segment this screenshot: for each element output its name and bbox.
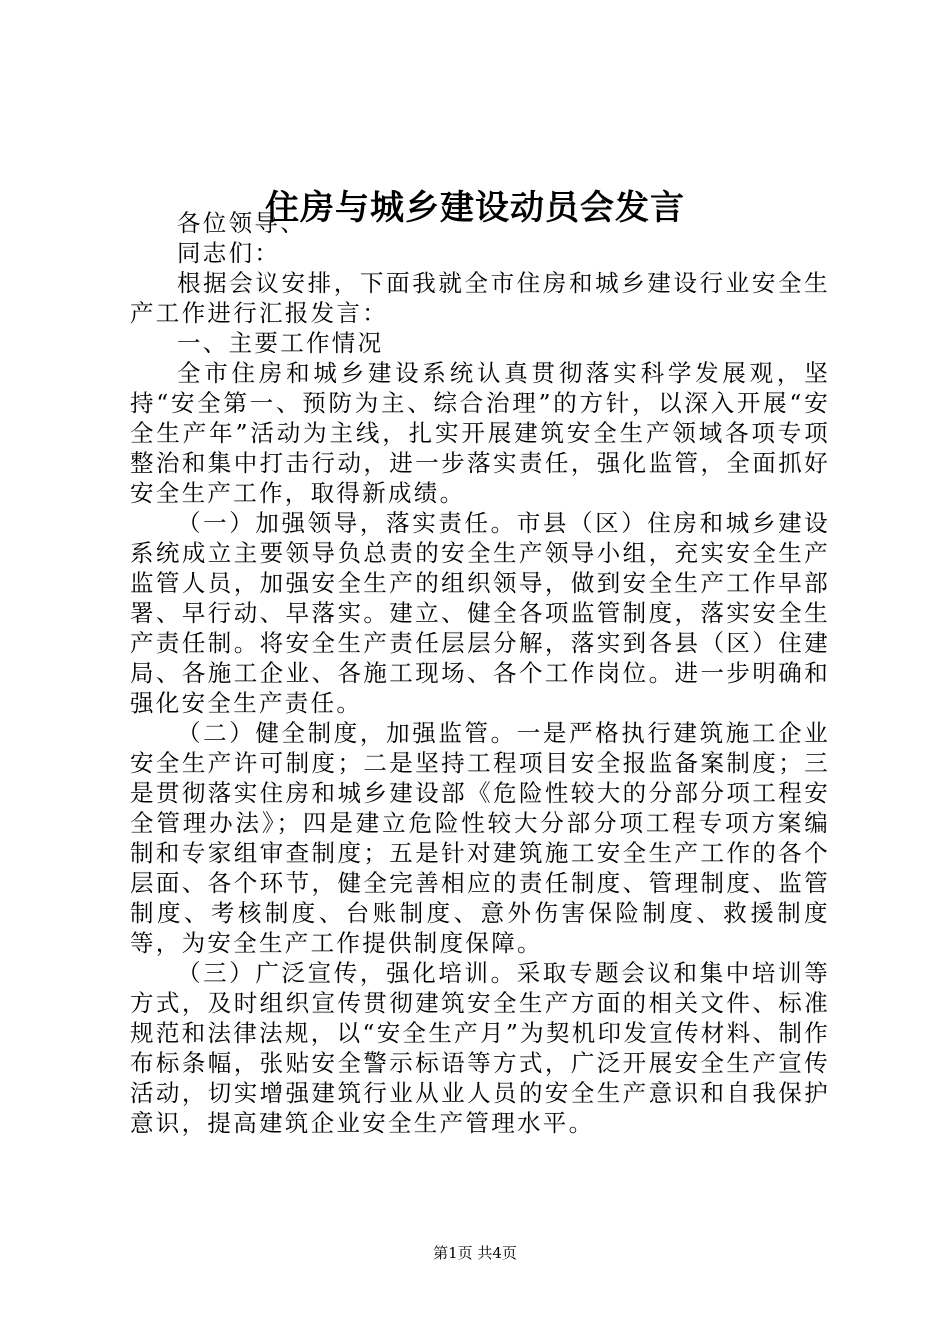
document-title: 住房与城乡建设动员会发言: [265, 188, 685, 228]
page-number: 第1页: [433, 1244, 473, 1262]
salutation-comrades: 同志们：: [177, 239, 281, 267]
salutation-leaders: 各位领导、: [177, 209, 306, 237]
total-pages: 共4页: [477, 1244, 517, 1262]
summary-paragraph: 全市住房和城乡建设系统认真贯彻落实科学发展观，坚持“安全第一、预防为主、综合治理”的方针，以深入开展“安全生产年”活动为主线，扎实开展建筑安全生产领域各项专项整治和集中打击行动，进一步落实责任，强化监管，全面抓好安全生产工作，取得新成绩。: [130, 359, 830, 507]
intro-paragraph: 根据会议安排，下面我就全市住房和城乡建设行业安全生产工作进行汇报发言：: [130, 269, 830, 327]
document-body: [130, 208, 830, 1138]
item-two-paragraph: （二）健全制度，加强监管。一是严格执行建筑施工企业安全生产许可制度；二是坚持工程项目安全报监备案制度；三是贯彻落实住房和城乡建设部《危险性较大的分部分项工程安全管理办法》；四是建立危险性较大分部分项工程专项方案编制和专家组审查制度；五是针对建筑施工安全生产工作的各个层面、各个环节，健全完善相应的责任制度、管理制度、监管制度、考核制度、台账制度、意外伤害保险制度、救援制度等，为安全生产工作提供制度保障。: [130, 719, 830, 957]
item-three-paragraph: （三）广泛宣传，强化培训。采取专题会议和集中培训等方式，及时组织宣传贯彻建筑安全生产方面的相关文件、标准规范和法律法规，以“安全生产月”为契机印发宣传材料、制作布标条幅，张贴安全警示标语等方式，广泛开展安全生产宣传活动，切实增强建筑行业从业人员的安全生产意识和自我保护意识，提高建筑企业安全生产管理水平。: [130, 959, 830, 1137]
item-one-paragraph: （一）加强领导，落实责任。市县（区）住房和城乡建设系统成立主要领导负总责的安全生产领导小组，充实安全生产监管人员，加强安全生产的组织领导，做到安全生产工作早部署、早行动、早落实。建立、健全各项监管制度，落实安全生产责任制。将安全生产责任层层分解，落实到各县（区）住建局、各施工企业、各施工现场、各个工作岗位。进一步明确和强化安全生产责任。: [130, 509, 830, 717]
section-heading: 一、主要工作情况: [177, 329, 384, 357]
page-footer: [0, 1243, 950, 1263]
